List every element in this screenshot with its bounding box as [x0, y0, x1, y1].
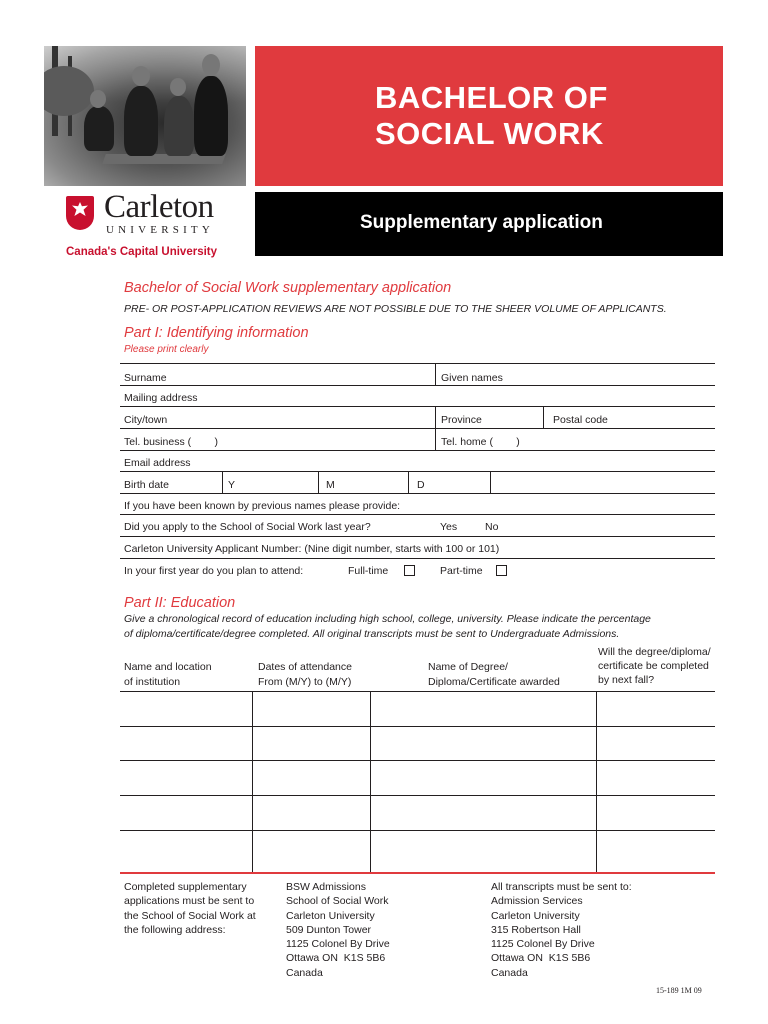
part-time-label: Part-time — [440, 565, 483, 577]
col-completion-header-2: certificate be completed — [598, 660, 709, 672]
col-completion-header-3: by next fall? — [598, 674, 655, 686]
footer-divider — [120, 872, 715, 874]
mailing-address-field[interactable]: Mailing address — [124, 392, 198, 404]
first-year-plan-label: In your first year do you plan to attend: — [124, 565, 304, 577]
table-row[interactable] — [120, 760, 715, 761]
part2-heading: Part II: Education — [124, 595, 236, 611]
birth-month-field[interactable]: M — [326, 479, 335, 491]
transcripts-address: All transcripts must be sent to: Admission Services Carleton University 315 Robertson Hall 1125 Colonel By Drive Ottawa ON K1S 5B6 Canada — [491, 881, 632, 979]
header-photo — [44, 46, 246, 186]
form-code: 15-189 1M 09 — [656, 986, 702, 995]
postal-code-field[interactable]: Postal code — [553, 414, 608, 426]
part-time-checkbox[interactable] — [496, 565, 507, 576]
part1-hint: Please print clearly — [124, 344, 209, 355]
col-dates-header-2: From (M/Y) to (M/Y) — [258, 676, 352, 688]
applied-last-year-label: Did you apply to the School of Social Work last year? — [124, 521, 371, 533]
title-line-1: BACHELOR OF — [375, 80, 608, 115]
intro-heading: Bachelor of Social Work supplementary application — [124, 280, 452, 296]
carleton-shield-icon — [66, 196, 94, 230]
logo-wordmark: Carleton — [104, 189, 214, 225]
col-completion-header-1: Will the degree/diploma/ — [598, 646, 711, 658]
tel-business-field[interactable]: Tel. business ( ) — [124, 436, 218, 448]
applied-no-option[interactable]: No — [485, 521, 499, 533]
birth-year-field[interactable]: Y — [228, 479, 236, 491]
table-row[interactable] — [120, 795, 715, 796]
surname-field[interactable]: Surname — [124, 372, 167, 384]
tel-home-field[interactable]: Tel. home ( ) — [441, 436, 520, 448]
city-field[interactable]: City/town — [124, 414, 168, 426]
col-dates-header-1: Dates of attendance — [258, 661, 352, 673]
birth-day-field[interactable]: D — [417, 479, 425, 491]
logo-university: UNIVERSITY — [106, 224, 214, 236]
table-row[interactable] — [120, 830, 715, 831]
full-time-checkbox[interactable] — [404, 565, 415, 576]
bsw-address: BSW Admissions School of Social Work Carleton University 509 Dunton Tower 1125 Colonel By Drive Ottawa ON K1S 5B6 Canada — [286, 881, 390, 979]
email-field[interactable]: Email address — [124, 457, 191, 469]
send-instructions: Completed supplementary applications must be sent to the School of Social Work at the following address: — [124, 881, 256, 936]
col-institution-header-2: of institution — [124, 676, 181, 688]
page-title — [375, 80, 608, 152]
part2-desc-line1: Give a chronological record of education including high school, college, university. Please indicate the percentage — [124, 613, 651, 625]
col-degree-header-1: Name of Degree/ — [428, 661, 508, 673]
logo-tagline: Canada's Capital University — [66, 246, 218, 258]
applicant-number-field[interactable]: Carleton University Applicant Number: (Nine digit number, starts with 100 or 101) — [124, 543, 500, 555]
col-degree-header-2: Diploma/Certificate awarded — [428, 676, 560, 688]
part2-desc-line2: of diploma/certificate/degree completed. All original transcripts must be sent to Undergraduate Admissions. — [124, 628, 620, 640]
full-time-label: Full-time — [348, 565, 389, 577]
title-line-2: SOCIAL WORK — [375, 116, 604, 151]
table-row[interactable] — [120, 726, 715, 727]
col-institution-header-1: Name and location — [124, 661, 212, 673]
applied-yes-option[interactable]: Yes — [440, 521, 458, 533]
province-field[interactable]: Province — [441, 414, 482, 426]
page-subtitle: Supplementary application — [360, 212, 603, 233]
intro-notice: PRE- OR POST-APPLICATION REVIEWS ARE NOT POSSIBLE DUE TO THE SHEER VOLUME OF APPLICANTS. — [124, 303, 667, 315]
given-names-field[interactable]: Given names — [441, 372, 503, 384]
birth-date-label: Birth date — [124, 479, 169, 491]
previous-names-field[interactable]: If you have been known by previous names please provide: — [124, 500, 401, 512]
part1-heading: Part I: Identifying information — [124, 325, 309, 341]
